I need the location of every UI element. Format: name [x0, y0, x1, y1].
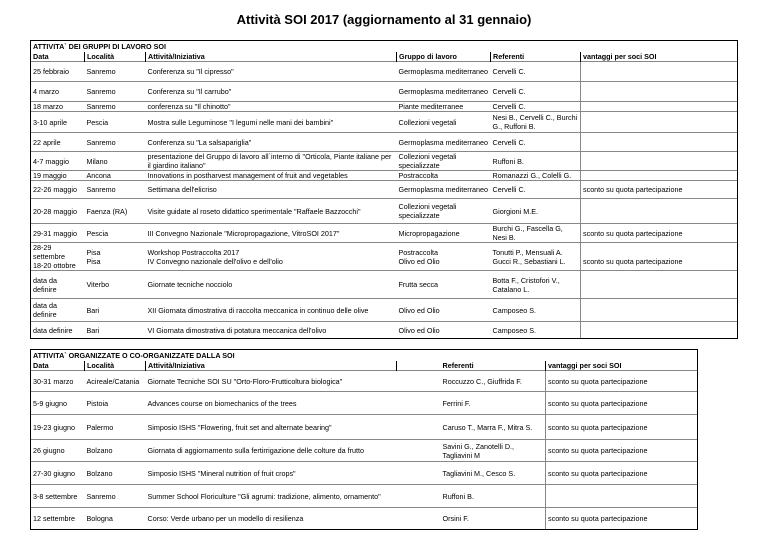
referents-cell: Romanazzi G., Colelli G.: [491, 171, 581, 181]
table-row: [31, 224, 738, 243]
column-header: [397, 361, 441, 371]
location-cell: Sanremo: [85, 102, 146, 112]
referents-cell: Ferrini F.: [441, 392, 546, 415]
referents-cell: Ruffoni B.: [491, 152, 581, 171]
benefits-cell: [581, 199, 738, 224]
date-cell: 5-9 giugno: [31, 392, 85, 415]
benefits-cell: [581, 102, 738, 112]
location-cell: Palermo: [85, 415, 146, 440]
location-cell: Milano: [85, 152, 146, 171]
group-cell: [397, 392, 441, 415]
table-row: [31, 181, 738, 199]
activity-cell: conferenza su "Il chinotto": [146, 102, 397, 112]
referents-cell: Botta F., Cristofori V., Catalano L.: [491, 271, 581, 299]
location-cell: Sanremo: [85, 181, 146, 199]
table-row: [31, 485, 698, 508]
location-cell: Pistoia: [85, 392, 146, 415]
section-heading-row: [31, 350, 698, 361]
referents-cell: Camposeo S.: [491, 322, 581, 339]
location-cell: Bolzano: [85, 440, 146, 462]
referents-cell: Cervelli C.: [491, 62, 581, 82]
table-row: [31, 82, 738, 102]
date-cell: 30-31 marzo: [31, 371, 85, 392]
column-header-row: [31, 52, 738, 62]
group-cell: Germoplasma mediterraneo: [397, 181, 491, 199]
activity-cell: Innovations in postharvest management of fruit and vegetables: [146, 171, 397, 181]
location-cell: Bolzano: [85, 462, 146, 485]
location-cell: Pescia: [85, 224, 146, 243]
group-cell: [397, 462, 441, 485]
location-cell: Bologna: [85, 508, 146, 530]
table-row: [31, 440, 698, 462]
column-header: Referenti: [491, 52, 581, 62]
referents-cell: Giorgioni M.E.: [491, 199, 581, 224]
activity-cell: XII Giornata dimostrativa di raccolta meccanica in continuo delle olive: [146, 299, 397, 322]
location-cell: Sanremo: [85, 82, 146, 102]
referents-cell: Cervelli C.: [491, 133, 581, 152]
activity-cell: VI Giornata dimostrativa di potatura meccanica dell'olivo: [146, 322, 397, 339]
table-row: [31, 133, 738, 152]
group-cell: Germoplasma mediterraneo: [397, 82, 491, 102]
location-cell: Bari: [85, 299, 146, 322]
location-cell: Ancona: [85, 171, 146, 181]
table-row: [31, 112, 738, 133]
referents-cell: Orsini F.: [441, 508, 546, 530]
benefits-cell: sconto su quota partecipazione: [546, 508, 698, 530]
section-heading-row: [31, 41, 738, 52]
date-cell: 20-28 maggio: [31, 199, 85, 224]
group-cell: [397, 485, 441, 508]
group-cell: Postraccolta Olivo ed Olio: [397, 243, 491, 271]
referents-cell: Caruso T., Marra F., Mitra S.: [441, 415, 546, 440]
group-cell: [397, 440, 441, 462]
table-row: [31, 152, 738, 171]
location-cell: Faenza (RA): [85, 199, 146, 224]
table-row: [31, 243, 738, 271]
activity-cell: III Convegno Nazionale "Micropropagazione, VitroSOI 2017": [146, 224, 397, 243]
benefits-cell: [581, 62, 738, 82]
activity-cell: Corso: Verde urbano per un modello di resilienza: [146, 508, 397, 530]
date-cell: 3-10 aprile: [31, 112, 85, 133]
benefits-cell: sconto su quota partecipazione: [546, 440, 698, 462]
referents-cell: Burchi G., Fascella G, Nesi B.: [491, 224, 581, 243]
referents-cell: Tagliavini M., Cesco S.: [441, 462, 546, 485]
group-cell: Collezioni vegetali: [397, 112, 491, 133]
benefits-cell: [581, 299, 738, 322]
benefits-cell: [581, 82, 738, 102]
location-cell: Sanremo: [85, 62, 146, 82]
activity-cell: Conferenza su "Il cipresso": [146, 62, 397, 82]
location-cell: Pescia: [85, 112, 146, 133]
table-row: [31, 199, 738, 224]
column-header: Località: [85, 361, 146, 371]
activity-cell: Mostra sulle Leguminose "I legumi nelle mani dei bambini": [146, 112, 397, 133]
benefits-cell: sconto su quota partecipazione: [546, 392, 698, 415]
organized-activities-table: [30, 349, 698, 530]
group-cell: [397, 415, 441, 440]
group-cell: Collezioni vegetali specializzate: [397, 199, 491, 224]
referents-cell: Savini G., Zanotelli D., Tagliavini M: [441, 440, 546, 462]
column-header: Data: [31, 361, 85, 371]
column-header: Gruppo di lavoro: [397, 52, 491, 62]
benefits-cell: [581, 271, 738, 299]
table-row: [31, 462, 698, 485]
group-cell: Olivo ed Olio: [397, 299, 491, 322]
benefits-cell: [581, 133, 738, 152]
date-cell: 3-8 settembre: [31, 485, 85, 508]
date-cell: 25 febbraio: [31, 62, 85, 82]
referents-cell: Cervelli C.: [491, 181, 581, 199]
group-cell: Piante mediterranee: [397, 102, 491, 112]
benefits-cell: sconto su quota partecipazione: [581, 181, 738, 199]
activity-cell: Summer School Floriculture "Gli agrumi: tradizione, alimento, ornamento": [146, 485, 397, 508]
date-cell: 4 marzo: [31, 82, 85, 102]
table-row: [31, 392, 698, 415]
referents-cell: Nesi B., Cervelli C., Burchi G., Ruffoni B.: [491, 112, 581, 133]
date-cell: 19-23 giugno: [31, 415, 85, 440]
benefits-cell: sconto su quota partecipazione: [546, 371, 698, 392]
table-row: [31, 322, 738, 339]
activity-cell: presentazione del Gruppo di lavoro all`interno di "Orticola, Piante italiane per il giardino italiano": [146, 152, 397, 171]
location-cell: Acireale/Catania: [85, 371, 146, 392]
activity-cell: Giornate tecniche nocciolo: [146, 271, 397, 299]
column-header: vantaggi per soci SOI: [581, 52, 738, 62]
table-row: [31, 102, 738, 112]
referents-cell: Roccuzzo C., Giuffrida F.: [441, 371, 546, 392]
referents-cell: Camposeo S.: [491, 299, 581, 322]
benefits-cell: sconto su quota partecipazione: [581, 243, 738, 271]
location-cell: Sanremo: [85, 485, 146, 508]
activity-cell: Giornata di aggiornamento sulla fertirrigazione delle colture da frutto: [146, 440, 397, 462]
working-groups-table: [30, 40, 738, 339]
group-cell: [397, 508, 441, 530]
activity-cell: Giornate Tecniche SOI SU "Orto-Floro-Frutticoltura biologica": [146, 371, 397, 392]
date-cell: 28-29 settembre 18-20 ottobre: [31, 243, 85, 271]
section-heading: ATTIVITA` ORGANIZZATE O CO-ORGANIZZATE DALLA SOI: [31, 350, 698, 361]
date-cell: 19 maggio: [31, 171, 85, 181]
table-row: [31, 299, 738, 322]
benefits-cell: [581, 171, 738, 181]
group-cell: Collezioni vegetali specializzate: [397, 152, 491, 171]
column-header: Attività/Iniziativa: [146, 52, 397, 62]
date-cell: 4-7 maggio: [31, 152, 85, 171]
activity-cell: Visite guidate al roseto didattico sperimentale "Raffaele Bazzocchi": [146, 199, 397, 224]
referents-cell: Cervelli C.: [491, 82, 581, 102]
group-cell: Germoplasma mediterraneo: [397, 133, 491, 152]
date-cell: 22 aprile: [31, 133, 85, 152]
column-header: Referenti: [441, 361, 546, 371]
date-cell: 12 settembre: [31, 508, 85, 530]
group-cell: Frutta secca: [397, 271, 491, 299]
activity-cell: Simposio ISHS "Mineral nutrition of fruit crops": [146, 462, 397, 485]
group-cell: Micropropagazione: [397, 224, 491, 243]
column-header: Attività/Iniziativa: [146, 361, 397, 371]
date-cell: 29-31 maggio: [31, 224, 85, 243]
location-cell: Sanremo: [85, 133, 146, 152]
activity-cell: Advances course on biomechanics of the trees: [146, 392, 397, 415]
group-cell: [397, 371, 441, 392]
activity-cell: Workshop Postraccolta 2017 IV Convegno nazionale dell'olivo e dell'olio: [146, 243, 397, 271]
column-header-row: [31, 361, 698, 371]
table-row: [31, 371, 698, 392]
activity-cell: Conferenza su "La salsapariglia": [146, 133, 397, 152]
benefits-cell: [581, 152, 738, 171]
table-row: [31, 508, 698, 530]
benefits-cell: [581, 112, 738, 133]
date-cell: 26 giugno: [31, 440, 85, 462]
date-cell: 18 marzo: [31, 102, 85, 112]
benefits-cell: [546, 485, 698, 508]
column-header: vantaggi per soci SOI: [546, 361, 698, 371]
benefits-cell: sconto su quota partecipazione: [546, 415, 698, 440]
referents-cell: Cervelli C.: [491, 102, 581, 112]
table-row: [31, 271, 738, 299]
date-cell: 27-30 giugno: [31, 462, 85, 485]
column-header: Data: [31, 52, 85, 62]
date-cell: data da definire: [31, 299, 85, 322]
date-cell: data definire: [31, 322, 85, 339]
benefits-cell: [581, 322, 738, 339]
table-row: [31, 62, 738, 82]
referents-cell: Tonutti P., Mensuali A. Gucci R., Sebastiani L.: [491, 243, 581, 271]
referents-cell: Ruffoni B.: [441, 485, 546, 508]
location-cell: Pisa Pisa: [85, 243, 146, 271]
group-cell: Postraccolta: [397, 171, 491, 181]
activity-cell: Conferenza su "Il carrubo": [146, 82, 397, 102]
column-header: Località: [85, 52, 146, 62]
activity-cell: Settimana dell'elicriso: [146, 181, 397, 199]
location-cell: Bari: [85, 322, 146, 339]
section-heading: ATTIVITA` DEI GRUPPI DI LAVORO SOI: [31, 41, 738, 52]
table-row: [31, 415, 698, 440]
date-cell: 22-26 maggio: [31, 181, 85, 199]
page-title: Attività SOI 2017 (aggiornamento al 31 gennaio): [236, 12, 532, 27]
benefits-cell: sconto su quota partecipazione: [546, 462, 698, 485]
benefits-cell: sconto su quota partecipazione: [581, 224, 738, 243]
date-cell: data da definire: [31, 271, 85, 299]
group-cell: Germoplasma mediterraneo: [397, 62, 491, 82]
location-cell: Viterbo: [85, 271, 146, 299]
table-row: [31, 171, 738, 181]
activity-cell: Simposio ISHS "Flowering, fruit set and alternate bearing": [146, 415, 397, 440]
group-cell: Olivo ed Olio: [397, 322, 491, 339]
